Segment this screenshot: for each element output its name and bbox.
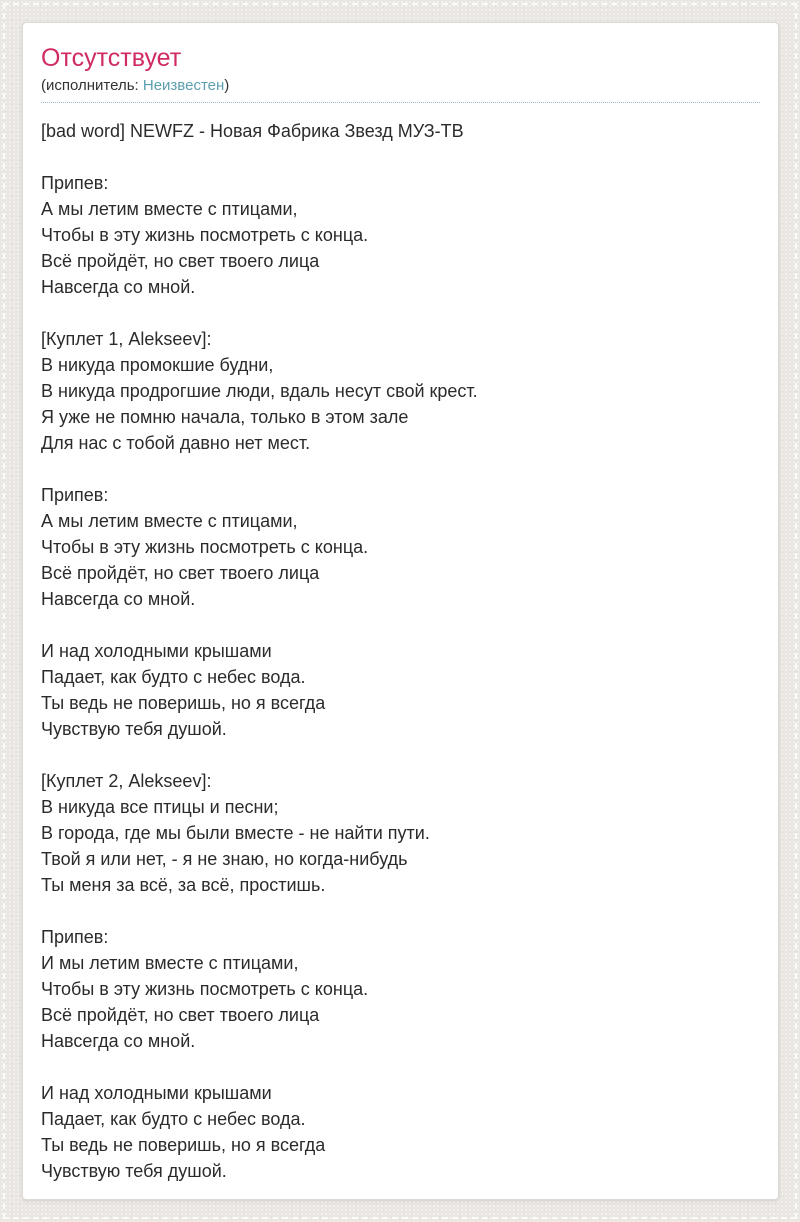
- lyric-line: Припев:: [41, 927, 109, 947]
- lyric-line: [Куплет 1, Alekseev]:: [41, 329, 212, 349]
- lyrics-stanza: [41, 924, 760, 1054]
- lyrics-stanza: [41, 170, 760, 300]
- lyric-line: Чтобы в эту жизнь посмотреть с конца.: [41, 979, 369, 999]
- lyric-line: В никуда продрогшие люди, вдаль несут свой крест.: [41, 381, 478, 401]
- lyric-line: Для нас с тобой давно нет мест.: [41, 433, 311, 453]
- lyric-line: В никуда промокшие будни,: [41, 355, 274, 375]
- header: [41, 43, 760, 103]
- lyric-line: Всё пройдёт, но свет твоего лица: [41, 251, 320, 271]
- lyrics-stanza: [41, 326, 760, 456]
- lyric-line: Падает, как будто с небес вода.: [41, 1109, 306, 1129]
- lyric-line: Я уже не помню начала, только в этом зале: [41, 407, 409, 427]
- lyrics-stanza: [41, 638, 760, 742]
- lyric-line: И над холодными крышами: [41, 1083, 272, 1103]
- lyrics: [41, 118, 760, 1184]
- artist-line: [41, 76, 760, 103]
- lyric-line: Навсегда со мной.: [41, 1031, 196, 1051]
- lyric-line: Всё пройдёт, но свет твоего лица: [41, 1005, 320, 1025]
- artist-label-prefix: (исполнитель:: [41, 77, 143, 94]
- song-title: Отсутствует: [41, 44, 182, 72]
- lyric-line: [Куплет 2, Alekseev]:: [41, 771, 212, 791]
- lyric-line: Падает, как будто с небес вода.: [41, 667, 306, 687]
- artist-label-suffix: ): [224, 77, 230, 94]
- lyric-line: Всё пройдёт, но свет твоего лица: [41, 563, 320, 583]
- lyric-line: Припев:: [41, 485, 109, 505]
- artist-link[interactable]: Неизвестен: [142, 77, 225, 94]
- lyrics-card: [22, 22, 779, 1200]
- lyrics-stanza: [41, 118, 760, 144]
- lyric-line: В города, где мы были вместе - не найти пути.: [41, 823, 430, 843]
- lyric-line: Навсегда со мной.: [41, 277, 196, 297]
- lyrics-stanza: [41, 768, 760, 898]
- lyric-line: И над холодными крышами: [41, 641, 272, 661]
- lyric-line: [bad word] NEWFZ - Новая Фабрика Звезд МУЗ-ТВ: [41, 121, 464, 141]
- lyric-line: Ты меня за всё, за всё, простишь.: [41, 875, 326, 895]
- lyrics-stanza: [41, 1080, 760, 1184]
- lyric-line: Чувствую тебя душой.: [41, 719, 227, 739]
- lyric-line: Твой я или нет, - я не знаю, но когда-нибудь: [41, 849, 408, 869]
- lyric-line: А мы летим вместе с птицами,: [41, 511, 298, 531]
- lyric-line: В никуда все птицы и песни;: [41, 797, 279, 817]
- lyric-line: Ты ведь не поверишь, но я всегда: [41, 693, 326, 713]
- lyric-line: Чувствую тебя душой.: [41, 1161, 227, 1181]
- lyric-line: Ты ведь не поверишь, но я всегда: [41, 1135, 326, 1155]
- lyric-line: Чтобы в эту жизнь посмотреть с конца.: [41, 537, 369, 557]
- lyric-line: Чтобы в эту жизнь посмотреть с конца.: [41, 225, 369, 245]
- lyric-line: Припев:: [41, 173, 109, 193]
- lyric-line: А мы летим вместе с птицами,: [41, 199, 298, 219]
- lyric-line: Навсегда со мной.: [41, 589, 196, 609]
- lyrics-stanza: [41, 482, 760, 612]
- lyric-line: И мы летим вместе с птицами,: [41, 953, 299, 973]
